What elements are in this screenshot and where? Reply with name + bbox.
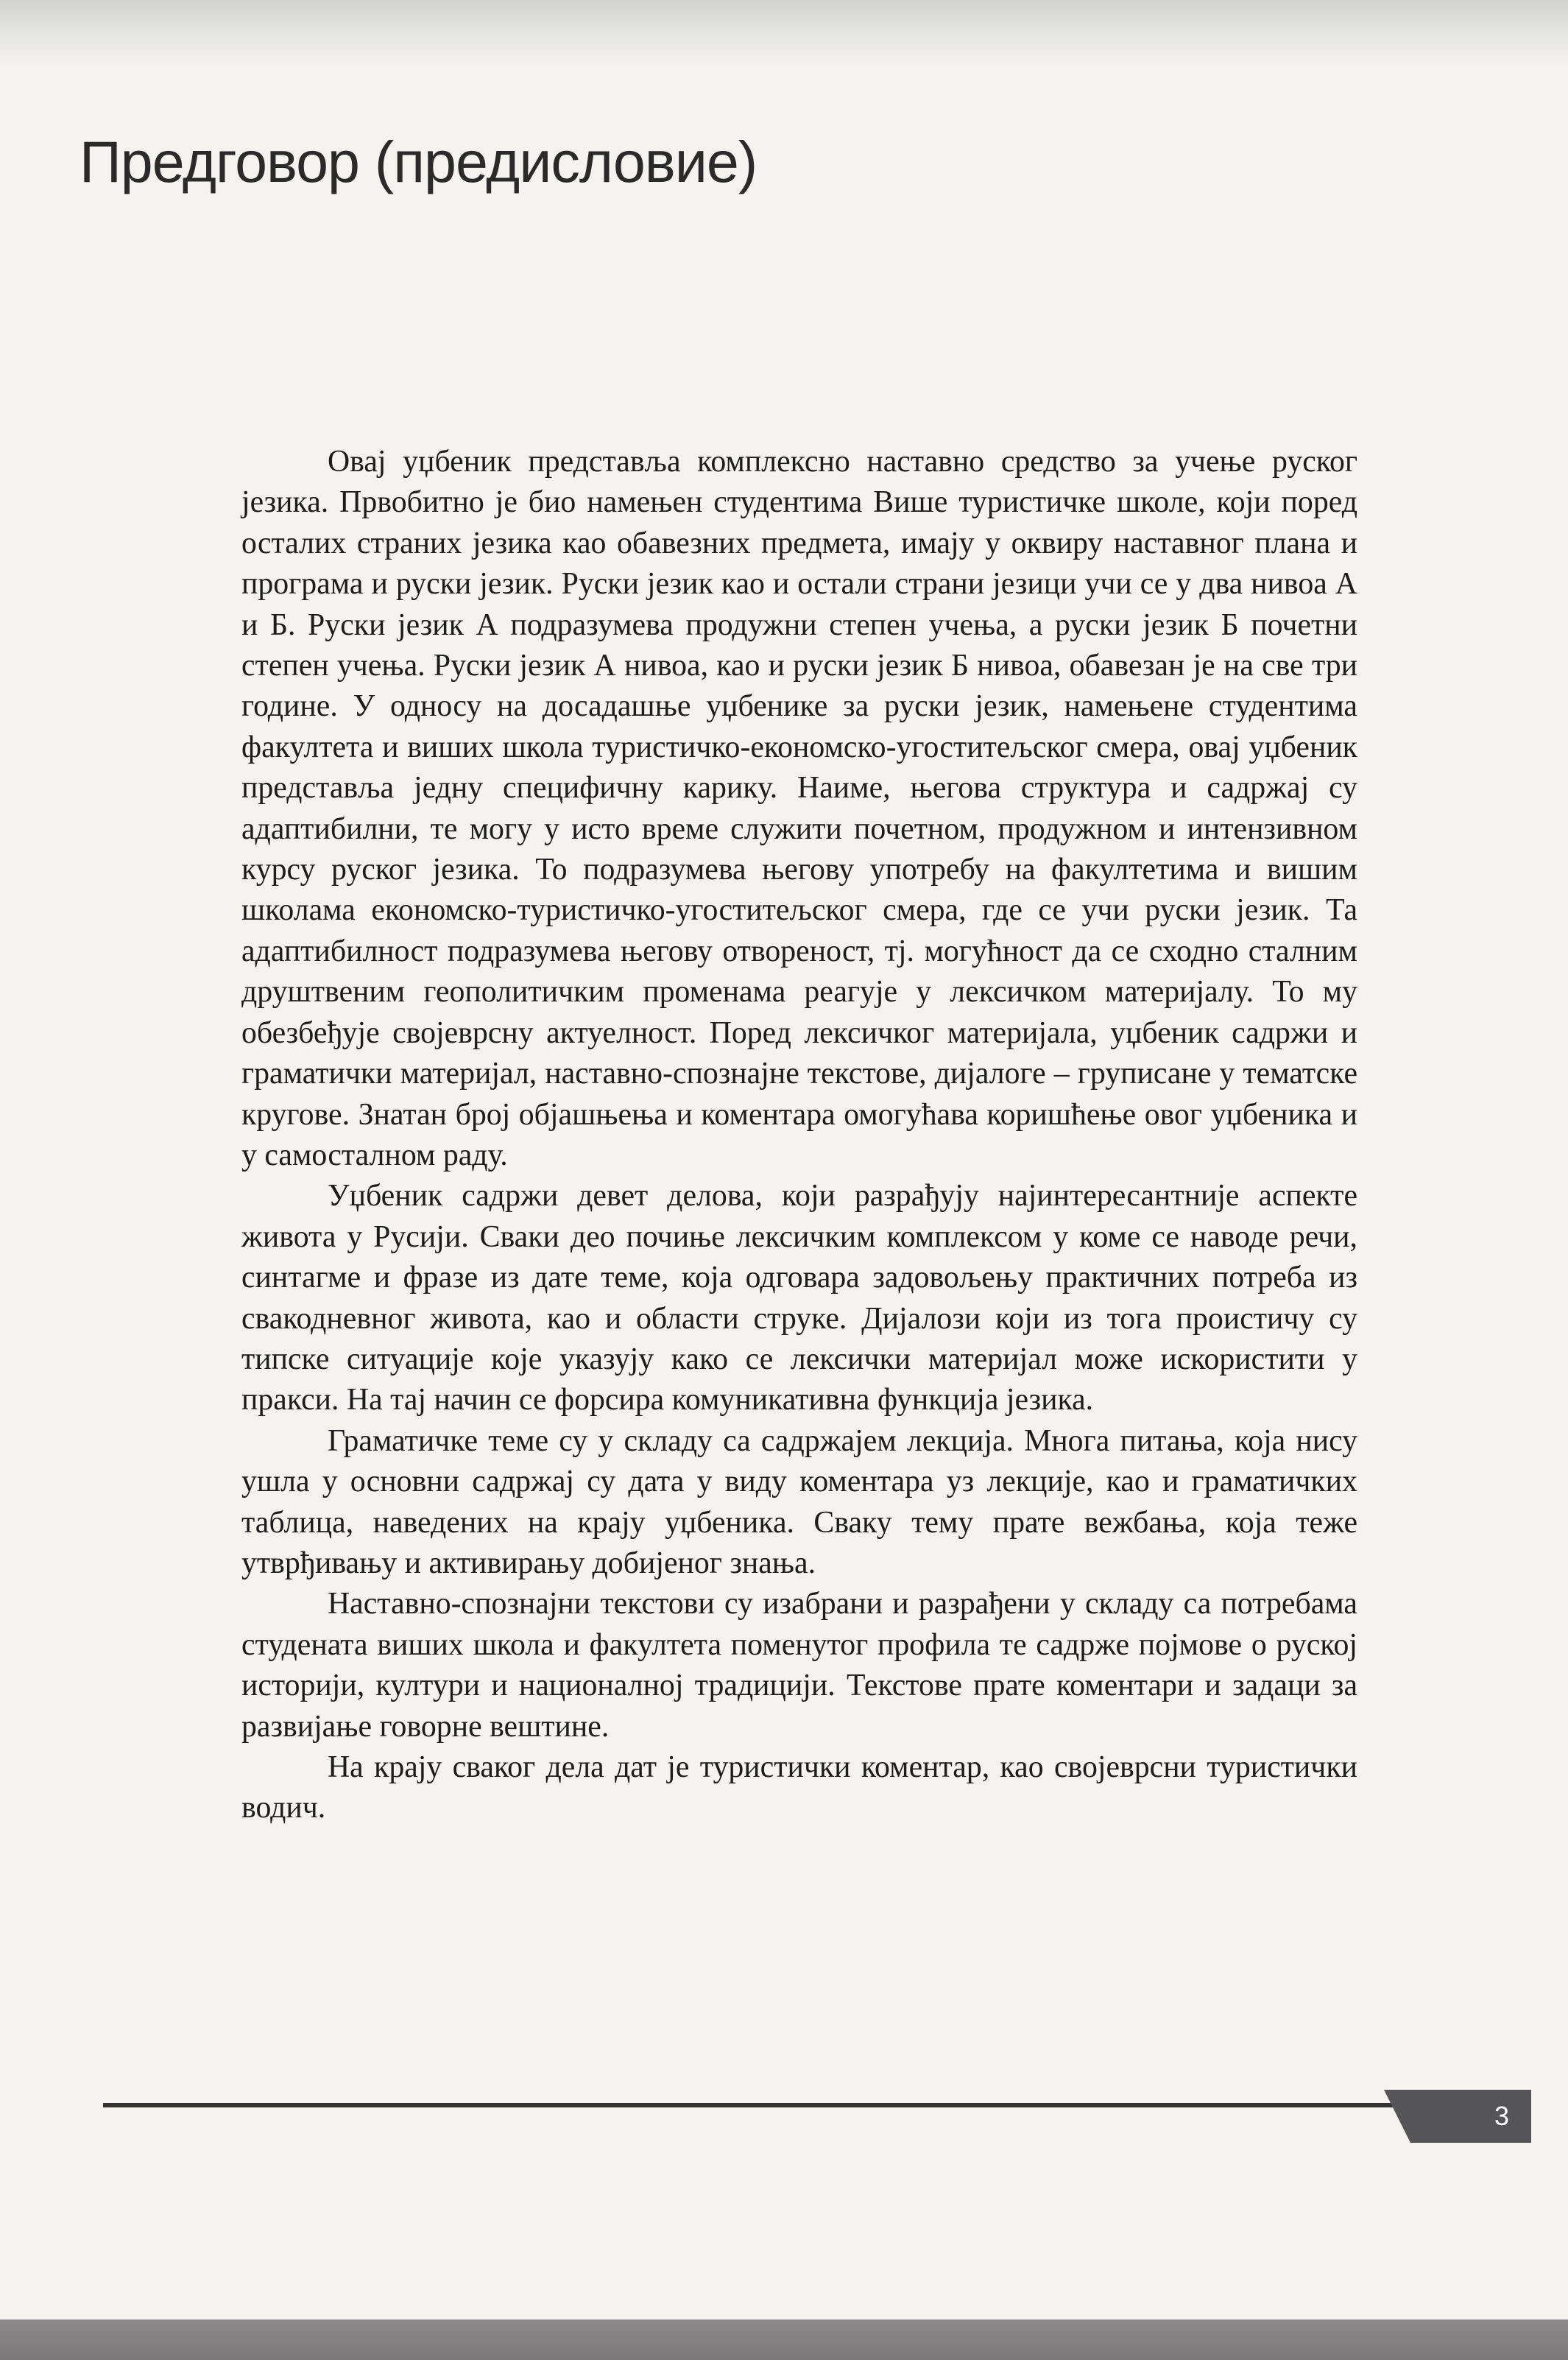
paragraph-grammar: Граматичке теме су у складу са садржајем лекција. Многа питања, која нису ушла у основни садржај су дата у виду коментара уз лекције, као и граматичких таблица, наведених на крају уџбеника. Сваку тему прате вежбања, која теже утврђивању и активирању добијеног знања. xyxy=(241,1423,1357,1580)
page-title: Предговор (предисловие) xyxy=(80,129,757,194)
page-number: 3 xyxy=(1494,2101,1510,2131)
scan-top-shadow xyxy=(0,0,1568,66)
scan-bottom-edge xyxy=(0,2320,1568,2360)
footer-rule xyxy=(103,2103,1428,2107)
paragraph-tourist-commentary: На крају сваког дела дат је туристички коментар, као својеврсни туристички водич. xyxy=(241,1750,1357,1825)
body-text xyxy=(241,442,1357,1829)
paragraph-texts: Наставно-спознајни текстови су изабрани и разрађени у складу са потребама студената виших школа и факултета поменутог профила те садрже појмове о руској историји, култури и националној традицији. Текстове прате коментари и задаци за развијање говорне вештине. xyxy=(241,1587,1357,1744)
paragraph-structure: Уџбеник садржи девет делова, који разрађују најинтересантније аспекте живота у Русији. Сваки део почиње лексичким комплексом у коме се наводе речи, синтагме и фразе из дате теме, која одговара задовољењу практичних потреба из свакодневног живота, као и области струке. Дијалози који из тога проистичу су типске ситуације које указују како се лексички материјал може искористити у пракси. На тај начин се форсира комуникативна функција језика. xyxy=(241,1179,1357,1417)
paragraph-intro: Овај уџбеник представља комплексно наставно средство за учење руског језика. Првобитно је био намењен студентима Више туристичке школе, који поред осталих страних језика као обавезних предмета, имају у оквиру наставног плана и програма и руски језик. Руски језик као и остали страни језици учи се у два нивоа А и Б. Руски језик А подразумева продужни степен учења, а руски језик Б почетни степен учења. Руски језик А нивоа, као и руски језик Б нивоа, обавезан је на све три године. У односу на досадашње уџбенике за руски језик, намењене студентима факултета и виших школа туристичко-економско-угоститељског смера, овај уџбеник представља једну специфичну карику. Наиме, његова структура и садржај су адаптибилни, те могу у исто време служити почетном, продужном и интензивном курсу руског језика. То подразумева његову употребу на факултетима и вишим школама економско-туристичко-угоститељског смера, где се учи руски језик. Та адаптибилност подразумева његову отвореност, тј. могућност да се сходно сталним друштвеним геополитичким променама реагује у лексичком материјалу. То му обезбеђује својеврсну актуелност. Поред лексичког материјала, уџбеник садржи и граматички материјал, наставно-спознајне текстове, дијалоге – груписане у тематске кругове. Знатан број објашњења и коментара омогућава коришћење овог уџбеника и у самосталном раду. xyxy=(241,445,1357,1172)
